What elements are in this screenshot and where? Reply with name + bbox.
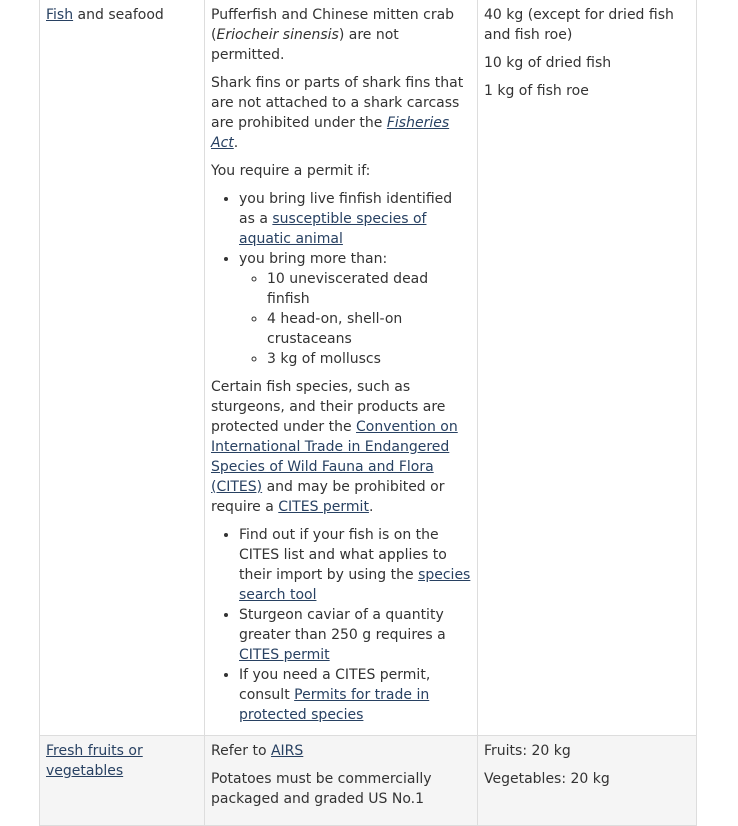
airs-link[interactable]: AIRS xyxy=(270,743,304,759)
list-item: ◦ 10 uneviscerated dead finfish xyxy=(267,269,471,309)
text-span: Sturgeon caviar of a quantity greater than 250 g requires a xyxy=(239,607,446,643)
text-span: . xyxy=(233,135,239,151)
text-span: . xyxy=(368,499,374,515)
category-cell xyxy=(40,0,205,736)
cites-permit-link[interactable]: CITES permit xyxy=(278,499,369,515)
text-span: you bring live finfish identified as a xyxy=(239,191,453,227)
requirement-paragraph xyxy=(211,73,471,153)
list-item: ◦ 4 head-on, shell-on crustaceans xyxy=(267,309,471,349)
text-span: and may be prohibited or require a xyxy=(211,479,445,515)
cites-convention-link[interactable]: Convention on International Trade in Endangered Species of Wild Fauna and Flora (CITES) xyxy=(211,419,458,495)
table-row-fruits xyxy=(40,736,697,826)
requirements-cell xyxy=(205,736,478,826)
requirement-paragraph: You require a permit if: xyxy=(211,163,371,179)
fish-link[interactable]: Fish xyxy=(46,7,74,23)
limit-text: 1 kg of fish roe xyxy=(484,83,589,99)
list-item xyxy=(239,189,471,249)
species-search-tool-link[interactable]: species search tool xyxy=(239,567,471,603)
requirement-paragraph xyxy=(211,377,471,517)
category-cell xyxy=(40,736,205,826)
text-span: ) are not permitted. xyxy=(211,27,399,63)
cites-info-list xyxy=(211,525,471,725)
limits-cell xyxy=(478,736,697,826)
permits-protected-species-link[interactable]: Permits for trade in protected species xyxy=(239,687,430,723)
list-item xyxy=(239,605,471,665)
limit-text: 10 kg of dried fish xyxy=(484,55,612,71)
fresh-fruits-link[interactable]: Fresh fruits or vegetables xyxy=(46,743,143,779)
table-row-fish xyxy=(40,0,697,736)
list-item: ◦ 3 kg of molluscs xyxy=(267,349,471,369)
requirement-paragraph: Potatoes must be commercially packaged and graded US No.1 xyxy=(211,771,432,807)
text-span: Shark fins or parts of shark fins that are not attached to a shark carcass are prohibited under the xyxy=(211,75,464,131)
link-text: Fisheries Act xyxy=(211,115,450,151)
text-span: Refer to xyxy=(211,743,271,759)
list-item xyxy=(239,525,471,605)
limits-cell xyxy=(478,0,697,736)
cites-permit-link[interactable]: CITES permit xyxy=(239,647,330,663)
text-span: you bring more than: xyxy=(239,251,388,267)
limit-text: 40 kg (except for dried fish and fish roe) xyxy=(484,7,674,43)
import-limits-table xyxy=(39,0,697,826)
text-span: Find out if your fish is on the CITES list and what applies to their import by using the xyxy=(239,527,447,583)
text-span: Certain fish species, such as sturgeons, and their products are protected under the xyxy=(211,379,446,435)
permit-conditions-list xyxy=(211,189,471,369)
species-name: Eriocheir sinensis xyxy=(216,27,339,43)
text-span: Pufferfish and Chinese mitten crab ( xyxy=(211,7,455,43)
category-text: and seafood xyxy=(73,7,164,23)
list-item xyxy=(239,249,471,369)
limit-text: Fruits: 20 kg xyxy=(484,743,571,759)
limit-text: Vegetables: 20 kg xyxy=(484,771,610,787)
text-span: If you need a CITES permit, consult xyxy=(239,667,431,703)
requirement-paragraph xyxy=(211,5,471,65)
list-item xyxy=(239,665,471,725)
quantity-sublist xyxy=(239,269,471,369)
requirement-paragraph xyxy=(211,741,471,761)
susceptible-species-link[interactable]: susceptible species of aquatic animal xyxy=(239,211,427,247)
requirements-cell xyxy=(205,0,478,736)
